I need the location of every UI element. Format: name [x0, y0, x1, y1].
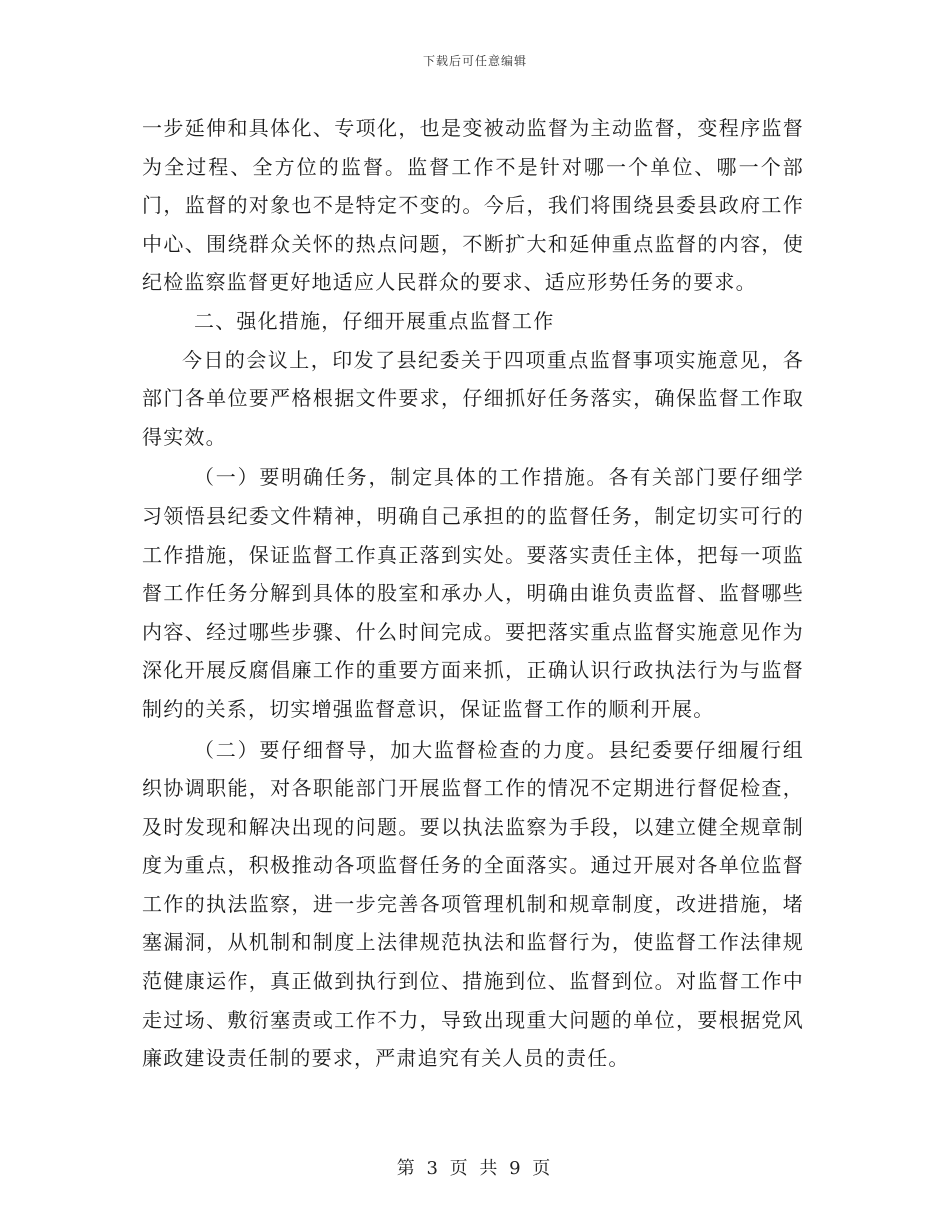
paragraph-subsection-2: （二）要仔细督导，加大监督检查的力度。县纪委要仔细履行组织协调职能，对各职能部门开展监督工作的情况不定期进行督促检查，及时发现和解决出现的问题。要以执法监察为手段，以建立健全规章制度为重点，积极推动各项监督任务的全面落实。通过开展对各单位监督工作的执法监察，进一步完善各项管理机制和规章制度，改进措施，堵塞漏洞，从机制和制度上法律规范执法和监督行为，使监督工作法律规范健康运作，真正做到执行到位、措施到位、监督到位。对监督工作中走过场、敷衍塞责或工作不力，导致出现重大问题的单位，要根据党风廉政建设责任制的要求，严肃追究有关人员的责任。	[142, 737, 804, 1071]
paragraph-continuation: 一步延伸和具体化、专项化，也是变被动监督为主动监督，变程序监督为全过程、全方位的监督。监督工作不是针对哪一个单位、哪一个部门，监督的对象也不是特定不变的。今后，我们将围绕县委县政府工作中心、围绕群众关怀的热点问题，不断扩大和延伸重点监督的内容，使纪检监察监督更好地适应人民群众的要求、适应形势任务的要求。	[142, 116, 804, 295]
document-body	[142, 109, 804, 1078]
paragraph-subsection-1: （一）要明确任务，制定具体的工作措施。各有关部门要仔细学习领悟县纪委文件精神，明确自己承担的的监督任务，制定切实可行的工作措施，保证监督工作真正落到实处。要落实责任主体，把每一项监督工作任务分解到具体的股室和承办人，明确由谁负责监督、监督哪些内容、经过哪些步骤、什么时间完成。要把落实重点监督实施意见作为深化开展反腐倡廉工作的重要方面来抓，正确认识行政执法行为与监督制约的关系，切实增强监督意识，保证监督工作的顺利开展。	[142, 465, 804, 721]
paragraph: 今日的会议上，印发了县纪委关于四项重点监督事项实施意见，各部门各单位要严格根据文件要求，仔细抓好任务落实，确保监督工作取得实效。	[142, 347, 804, 449]
page-number-footer: 第 3 页 共 9 页	[396, 1158, 554, 1179]
section-heading: 二、强化措施，仔细开展重点监督工作	[194, 308, 555, 333]
page-header: 下载后可任意编辑	[422, 54, 527, 68]
